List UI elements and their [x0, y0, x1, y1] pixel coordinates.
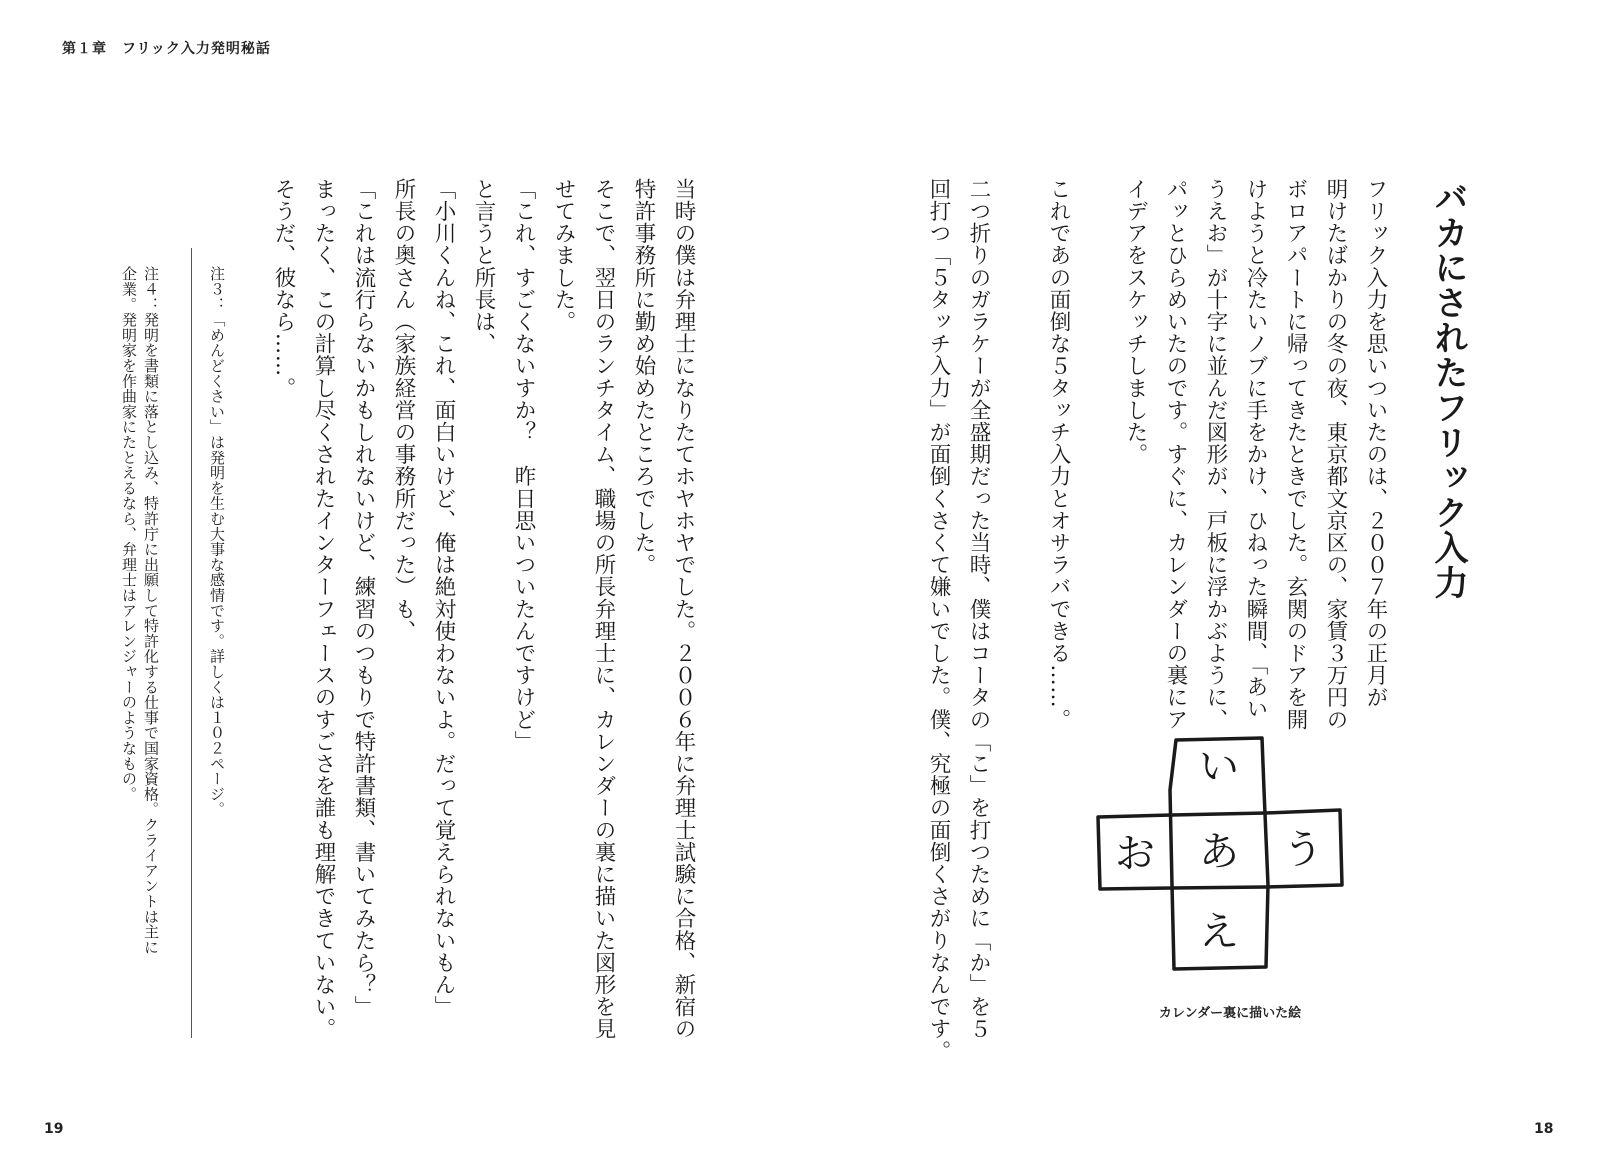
body-paragraph-2: これであの面倒な５タッチ入力とオサラバできる……。 二つ折りのガラケーが全盛期だった当時、僕はコータの「こ」を打つために「か」を５ 回打つ「５タッチ入力」が面倒くさくて嫌いでした。僕、究極の面倒くさがりなんです。 [926, 178, 1071, 1062]
body-main-text: 当時の僕は弁理士になりたてホヤホヤでした。２００６年に弁理士試験に合格、新宿の 特許事務所に勤め始めたところでした。 そこで、翌日のランチタイム、職場の所長弁理士に、カレンダーの裏に描いた図形を見 せてみました。 「これ、すごくないすか？ 昨日思いついたんですけど」 と言うと所長は、 「小川くんね、これ、面白いけど、俺は絶対使わないよ。だって覚えられないもん」 所長の奥さん（家族経営の事務所だった）も、 「これは流行らないかもしれないけど、練習のつもりで特許書類、書いてみたら？」 まったく、この計算し尽くされたインターフェースのすごさを誰も理解できていない。 そうだ、彼なら……。 [271, 178, 696, 1040]
body-paragraph-1: フリック入力を思いついたのは、２００７年の正月が 明けたばかりの冬の夜、東京都文京区の、家賃３万円の ボロアパートに帰ってきたときでした。玄関のドアを開 けようと冷たいノブに手をかけ、ひねった瞬間、「あい うえお」が十字に並んだ図形が、戸板に浮かぶように、 パッとひらめいたのです。すぐに、カレンダーの裏にア イデアをスケッチしました。 [1123, 178, 1388, 731]
sketch-char-left: お [1115, 831, 1155, 877]
page-number-right: 18 [1534, 1121, 1554, 1137]
sketch-char-center: あ [1199, 829, 1239, 875]
sketch-char-right: う [1283, 827, 1323, 873]
footnotes [96, 266, 272, 1026]
figure-caption: カレンダー裏に描いた絵 [1158, 1006, 1302, 1021]
sketch-char-bottom: え [1199, 909, 1239, 955]
page-number-left: 19 [44, 1121, 64, 1137]
flick-sketch-figure [1090, 735, 1355, 975]
sketch-char-top: い [1199, 744, 1239, 790]
running-head: 第１章 フリック入力発明秘話 [62, 41, 271, 57]
footnote-3: 注３：「めんどくさい」は発明を生む大事な感情です。詳しくは１０２ページ。 [208, 266, 226, 817]
footnote-4: 注４：発明を書類に落とし込み、特許庁に出願して特許化する仕事で国家資格。クライアントは主に 企業。発明家を作曲家にたとえるなら、弁理士はアレンジャーのようなもの。 [120, 266, 160, 955]
section-heading: バカにされたフリック入力 [1428, 180, 1468, 600]
